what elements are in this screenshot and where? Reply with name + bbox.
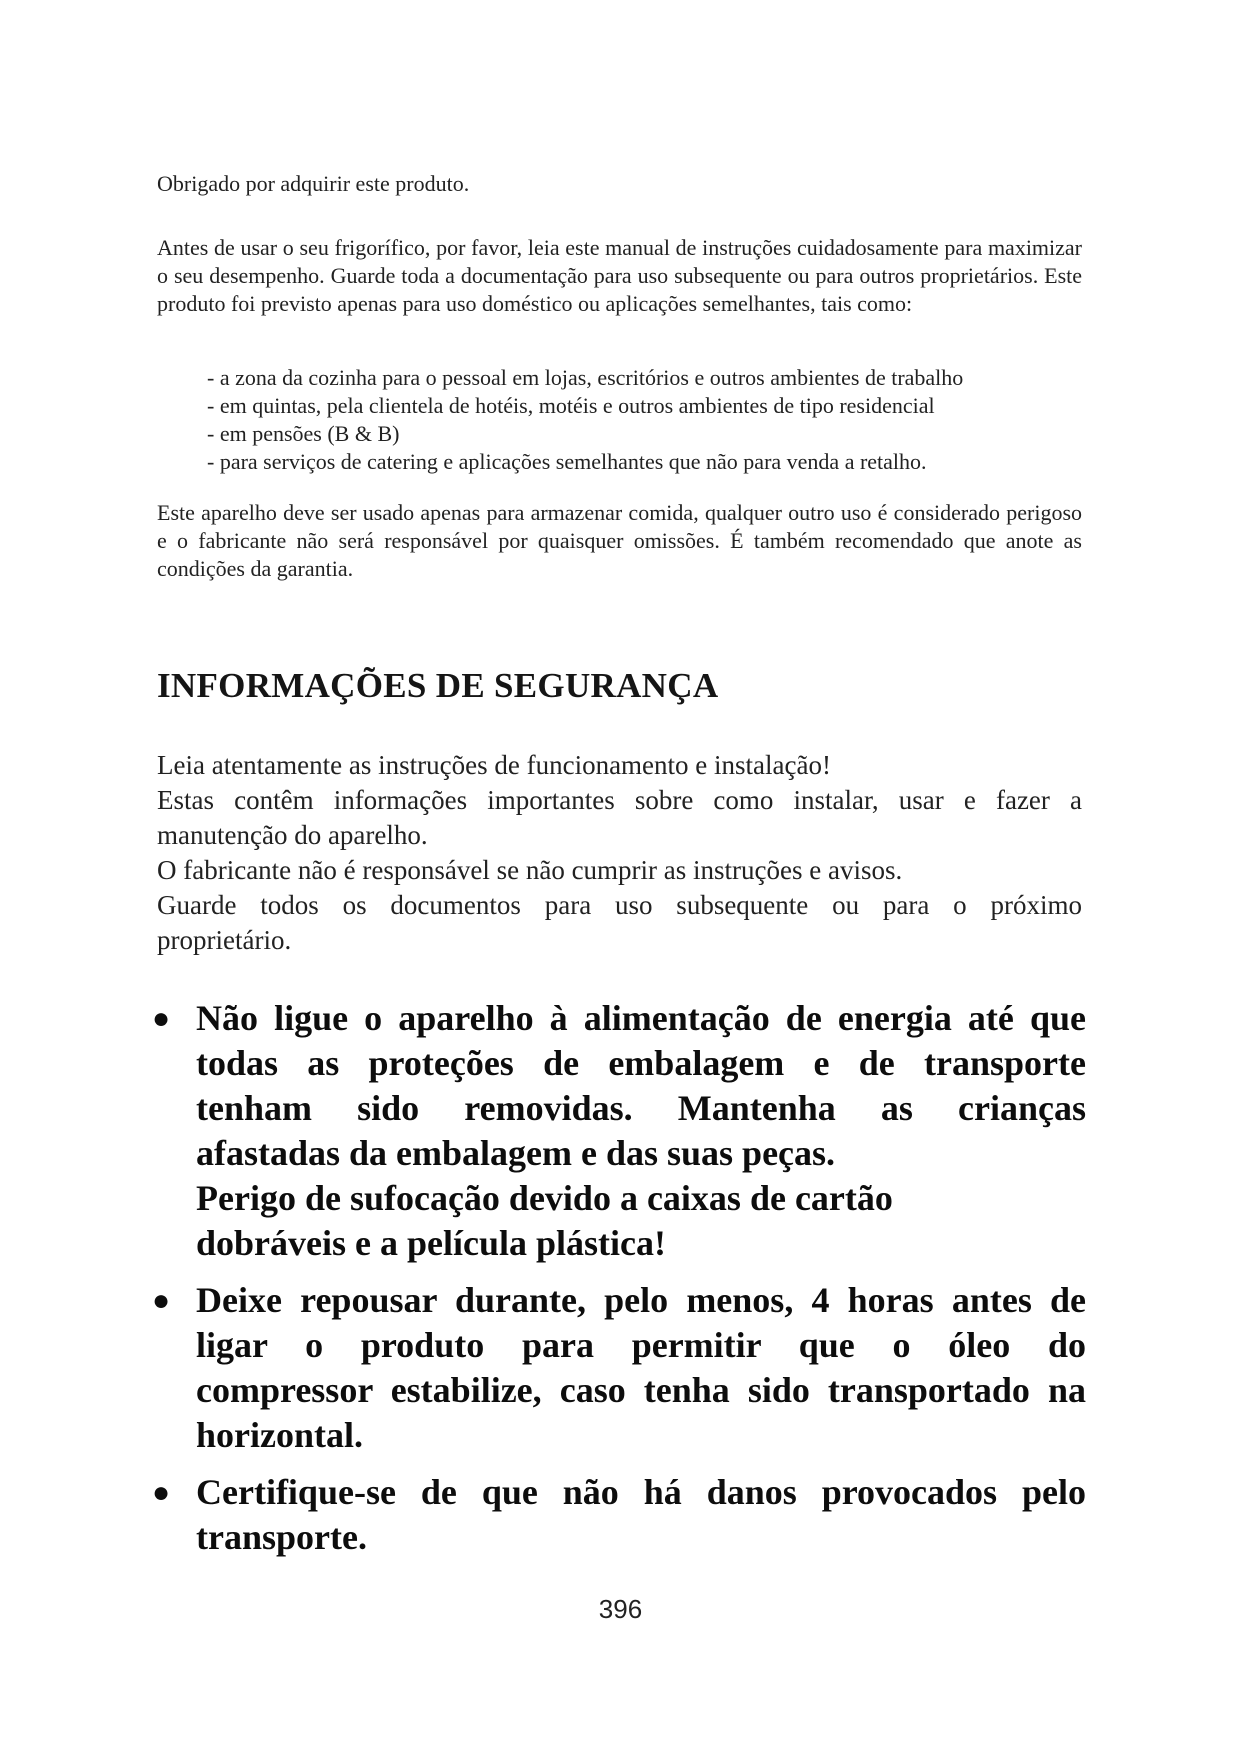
warning-line: tenham sido removidas. Mantenha as crianças bbox=[196, 1088, 1086, 1128]
disclaimer-paragraph bbox=[157, 499, 1082, 583]
bullet-icon: ● bbox=[152, 1002, 171, 1035]
usage-list-item: - em quintas, pela clientela de hotéis, motéis e outros ambientes de tipo residencial bbox=[207, 393, 935, 418]
safety-warning-item bbox=[150, 1278, 1086, 1458]
intro-line: maximizar o seu desempenho. Guarde toda a documentação para uso subsequente ou para bbox=[157, 235, 1083, 288]
usage-list bbox=[207, 364, 1087, 476]
warning-line: compressor estabilize, caso tenha sido transportado na bbox=[196, 1370, 1086, 1410]
disclaimer-line: Este aparelho deve ser usado apenas para armazenar comida, qualquer outro uso é considerado bbox=[157, 500, 1000, 525]
intro-paragraph bbox=[157, 234, 1082, 318]
safety-intro bbox=[157, 748, 1082, 958]
warning-line: dobráveis e a película plástica! bbox=[196, 1223, 666, 1263]
warning-line: Não ligue o aparelho à alimentação de energia até que bbox=[196, 998, 1086, 1038]
safety-intro-line: Leia atentamente as instruções de funcionamento e instalação! bbox=[157, 750, 831, 780]
intro-line: outros proprietários. Este produto foi previsto apenas para uso doméstico ou aplicações bbox=[157, 263, 1083, 316]
disclaimer-line: perigoso e o fabricante não será responsável por quaisquer omissões. É também recomendado bbox=[157, 500, 1083, 553]
disclaimer-line: que anote as condições da garantia. bbox=[157, 528, 1082, 581]
safety-warning-item bbox=[150, 996, 1086, 1266]
intro-line: Antes de usar o seu frigorífico, por favor, leia este manual de instruções cuidadosamente para bbox=[157, 235, 983, 260]
usage-list-item: - a zona da cozinha para o pessoal em lojas, escritórios e outros ambientes de trabalho bbox=[207, 365, 964, 390]
safety-intro-line: Estas contêm informações importantes sobre como instalar, usar e fazer a bbox=[157, 785, 1082, 815]
usage-list-item: - em pensões (B & B) bbox=[207, 421, 400, 446]
warning-line: transporte. bbox=[196, 1517, 367, 1557]
bullet-icon: ● bbox=[152, 1284, 171, 1317]
warning-line: afastadas da embalagem e das suas peças. bbox=[196, 1133, 836, 1173]
safety-warning-item bbox=[150, 1470, 1086, 1560]
bullet-icon: ● bbox=[152, 1476, 171, 1509]
safety-intro-line: O fabricante não é responsável se não cumprir as instruções e avisos. bbox=[157, 855, 903, 885]
warning-line: Deixe repousar durante, pelo menos, 4 horas antes de bbox=[196, 1280, 1086, 1320]
page-number: 396 bbox=[598, 1594, 643, 1624]
safety-section-title: INFORMAÇÕES DE SEGURANÇA bbox=[157, 666, 719, 705]
safety-warnings-list bbox=[150, 996, 1086, 1572]
usage-list-item: - para serviços de catering e aplicações semelhantes que não para venda a retalho. bbox=[207, 449, 927, 474]
intro-line: semelhantes, tais como: bbox=[702, 291, 913, 316]
safety-intro-line: manutenção do aparelho. bbox=[157, 820, 428, 850]
warning-line: todas as proteções de embalagem e de transporte bbox=[196, 1043, 1086, 1083]
warning-line: ligar o produto para permitir que o óleo do bbox=[196, 1325, 1086, 1365]
warning-line: Perigo de sufocação devido a caixas de cartão bbox=[196, 1178, 893, 1218]
safety-intro-line: proprietário. bbox=[157, 925, 292, 955]
thanks-text: Obrigado por adquirir este produto. bbox=[157, 171, 470, 196]
safety-intro-line: Guarde todos os documentos para uso subsequente ou para o próximo bbox=[157, 890, 1082, 920]
warning-line: horizontal. bbox=[196, 1415, 363, 1455]
warning-line: Certifique-se de que não há danos provocados pelo bbox=[196, 1472, 1086, 1512]
